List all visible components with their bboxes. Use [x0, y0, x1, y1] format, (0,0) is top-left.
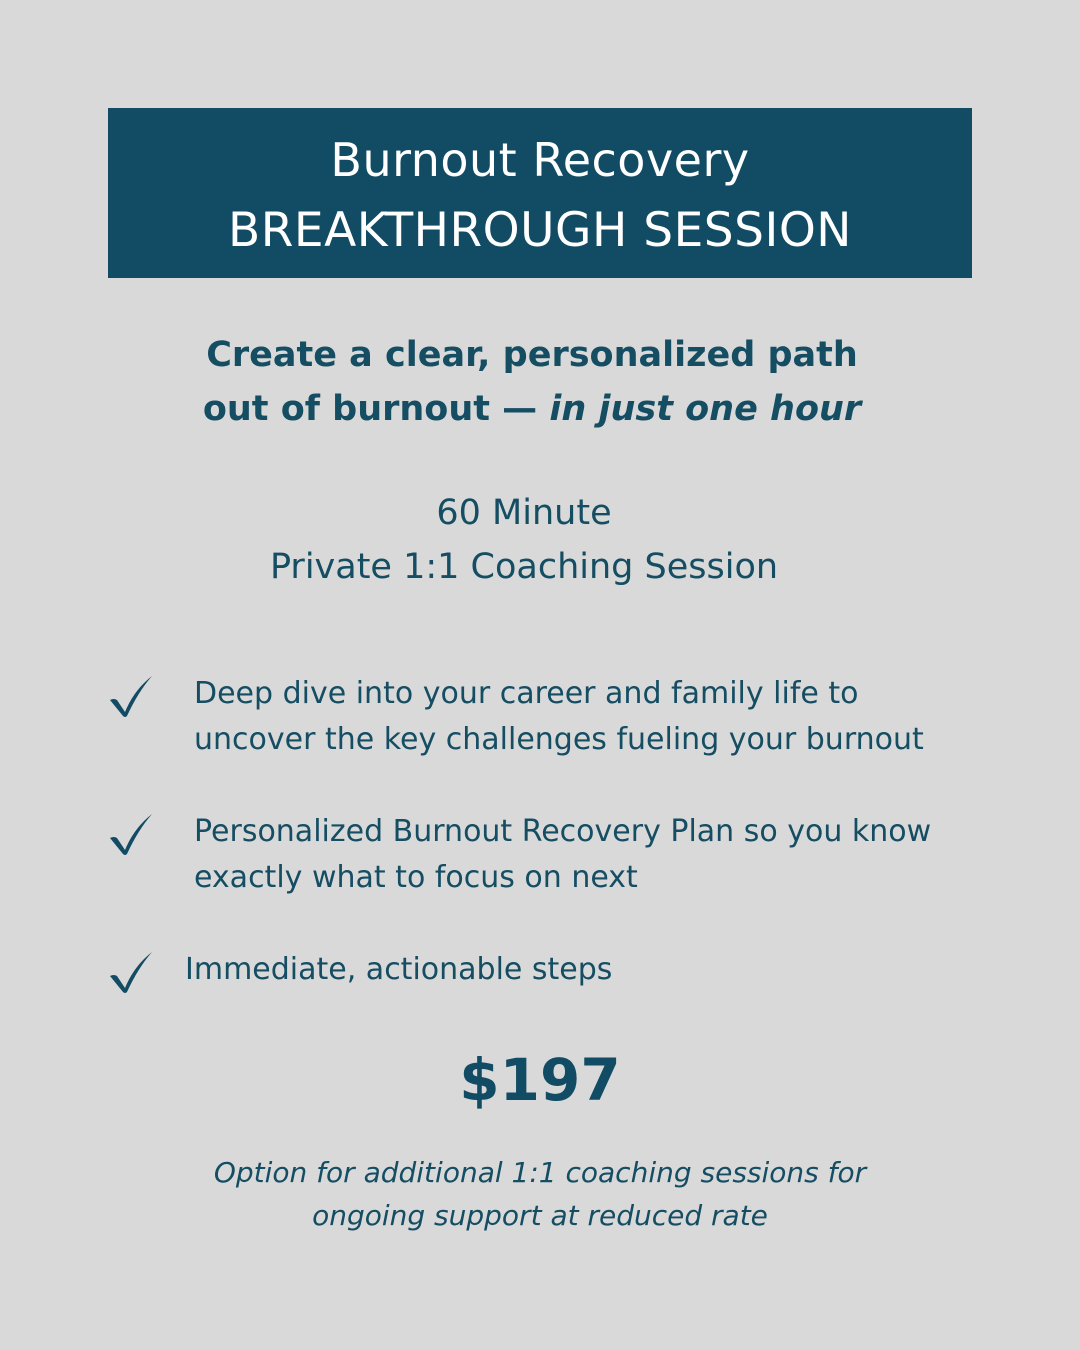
headline-line1: Create a clear, personalized path: [206, 335, 858, 375]
bullet-1-line1: Deep dive into your career and family life to: [194, 676, 859, 711]
headline-plain: out of burnout —: [202, 389, 550, 429]
banner-title-line2: BREAKTHROUGH SESSION: [228, 203, 852, 258]
headline-italic: in just one hour: [549, 389, 862, 429]
checkmark-icon: [108, 812, 154, 856]
title-banner: [108, 108, 972, 278]
bullet-1-line2: uncover the key challenges fueling your burnout: [194, 722, 924, 757]
bullet-2-line1: Personalized Burnout Recovery Plan so you know: [194, 814, 932, 849]
session-type: Private 1:1 Coaching Session: [269, 547, 779, 587]
price: $197: [459, 1046, 621, 1114]
note-line2: ongoing support at reduced rate: [312, 1199, 768, 1232]
note-line1: Option for additional 1:1 coaching sessions for: [213, 1156, 867, 1189]
bullet-2-line2: exactly what to focus on next: [194, 860, 638, 895]
checkmark-icon: [108, 950, 154, 994]
session-duration: 60 Minute: [436, 493, 612, 533]
checkmark-icon: [108, 674, 154, 718]
headline-line2: [100, 388, 964, 430]
bullet-3-line1: Immediate, actionable steps: [185, 952, 613, 987]
banner-title-line1: Burnout Recovery: [330, 133, 750, 187]
